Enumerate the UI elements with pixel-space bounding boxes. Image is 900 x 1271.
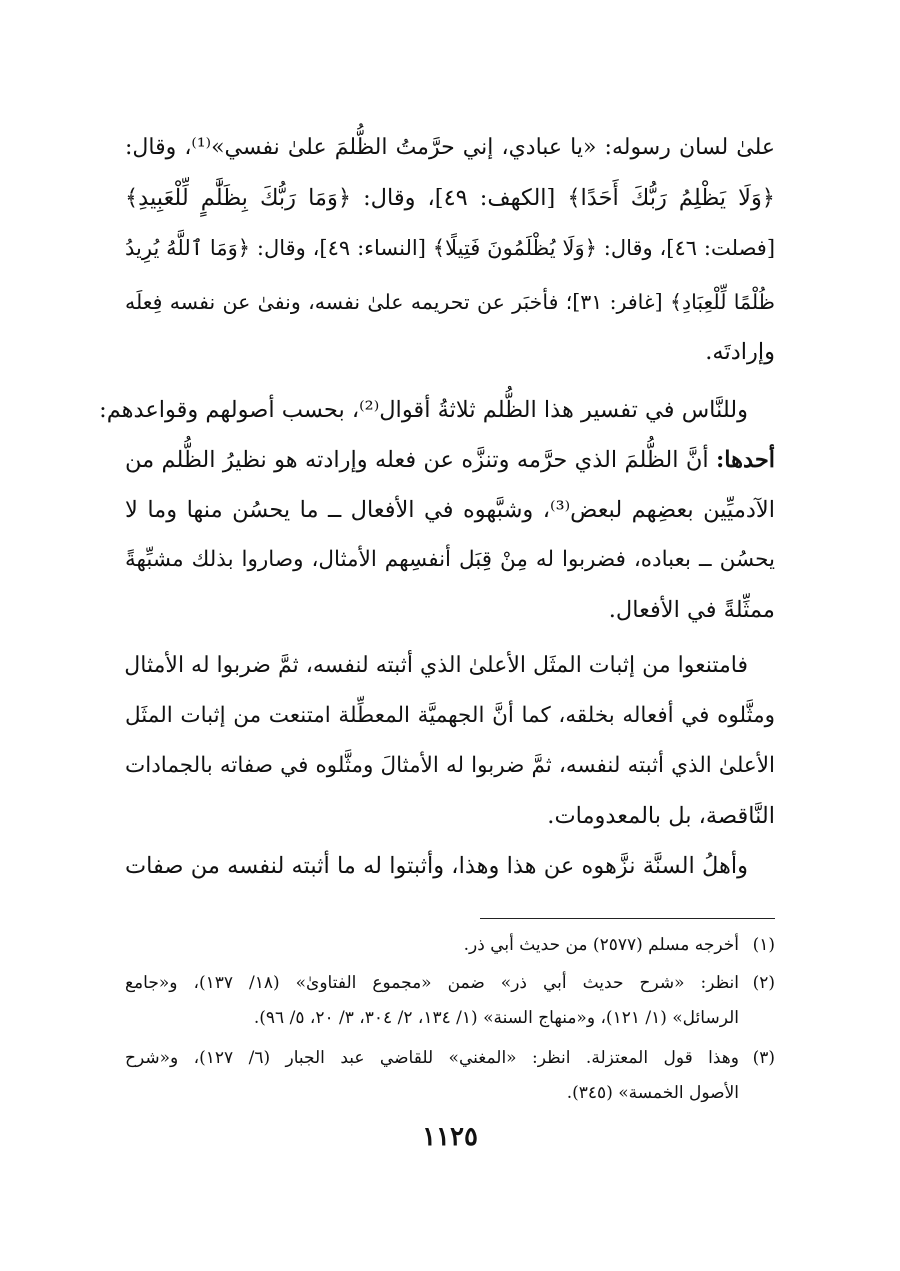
footnote-continuation: الأصول الخمسة» (٣٤٥). <box>566 1083 739 1103</box>
body-line: ظُلْمًا لِّلْعِبَادِ﴾ [غافر: ٣١]؛ فأخبَر عن تحريمه علىٰ نفسه، ونفىٰ عن نفسه فِعلَه <box>125 290 775 314</box>
footnote <box>125 930 775 960</box>
page-number: ١١٢٥ <box>422 1122 478 1152</box>
footnote <box>125 1043 775 1073</box>
body-line: يحسُن ــ بعباده، فضربوا له مِنْ قِبَل أنفسِهم الأمثال، وصاروا بذلك مشبِّهةً <box>125 547 775 572</box>
body-line: الأعلىٰ الذي أثبته لنفسه، ثمَّ ضربوا له الأمثالَ ومثَّلوه في صفاته بالجمادات <box>125 753 775 778</box>
body-line: فامتنعوا من إثبات المثَل الأعلىٰ الذي أثبته لنفسه، ثمَّ ضربوا له الأمثال <box>124 653 748 678</box>
body-line: وإرادتَه. <box>705 339 775 365</box>
body-line: ومثَّلوه في أفعاله بخلقه، كما أنَّ الجهميَّة المعطِّلة امتنعت من إثبات المثَل <box>125 703 775 728</box>
footnote-number: (١) <box>752 935 775 955</box>
body-line: علىٰ لسان رسوله: «يا عبادي، إني حرَّمتُ الظُّلمَ علىٰ نفسي»⁽¹⁾، وقال: <box>125 135 775 160</box>
body-text: أنَّ الظُّلمَ الذي حرَّمه وتنزَّه عن فعله وإرادته هو نظيرُ الظُّلم من <box>125 447 716 473</box>
body-line: ممثِّلةً في الأفعال. <box>608 597 775 623</box>
footnote-text: وهذا قول المعتزلة. انظر: «المغني» للقاضي عبد الجبار (٦/ ١٢٧)، و«شرح <box>125 1048 739 1068</box>
body-line <box>125 440 775 480</box>
body-line: وأهلُ السنَّة نزَّهوه عن هذا وهذا، وأثبتوا له ما أثبته لنفسه من صفات <box>125 853 748 879</box>
footnote <box>125 968 775 998</box>
body-line: [فصلت: ٤٦]، وقال: ﴿وَلَا يُظْلَمُونَ فَتِيلًا﴾ [النساء: ٤٩]، وقال: ﴿وَمَا ٱللَّهُ يُرِيدُ <box>125 236 776 260</box>
footnote-number: (٣) <box>752 1048 775 1068</box>
footnote-continuation: الرسائل» (١/ ١٢١)، و«منهاج السنة» (١/ ١٣٤، ٢/ ٣٠٤، ٣/ ٢٠، ٥/ ٩٦). <box>253 1008 739 1028</box>
body-line: النَّاقصة، بل بالمعدومات. <box>547 803 775 829</box>
paragraph-label: أحدها: <box>716 447 775 473</box>
footnote-number: (٢) <box>752 973 775 993</box>
footnote-text: أخرجه مسلم (٢٥٧٧) من حديث أبي ذر. <box>463 935 739 955</box>
body-line: ﴿وَلَا يَظْلِمُ رَبُّكَ أَحَدًا﴾ [الكهف: ٤٩]، وقال: ﴿وَمَا رَبُّكَ بِظَلَّٰمٍ لِّلْعَبِيدِ﴾ <box>125 185 775 211</box>
footnote-text: انظر: «شرح حديث أبي ذر» ضمن «مجموع الفتاوىٰ» (١٨/ ١٣٧)، و«جامع <box>125 973 739 993</box>
body-line: وللنَّاس في تفسير هذا الظُّلم ثلاثةُ أقوال⁽²⁾، بحسب أصولهم وقواعدهم: <box>99 397 748 423</box>
footnote-separator <box>480 918 775 919</box>
body-line: الآدميِّين بعضِهم لبعض⁽³⁾، وشبَّهوه في الأفعال ــ ما يحسُن منها وما لا <box>125 497 775 523</box>
